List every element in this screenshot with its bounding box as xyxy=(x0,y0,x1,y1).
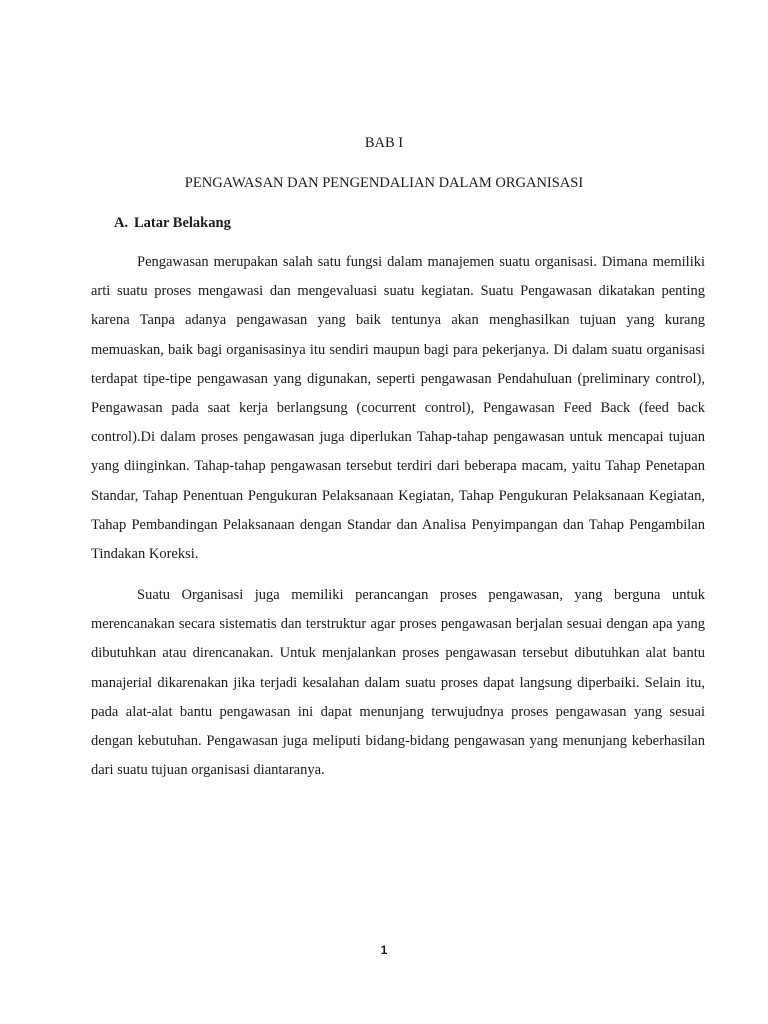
paragraph-1: Pengawasan merupakan salah satu fungsi dalam manajemen suatu organisasi. Dimana memiliki arti suatu proses mengawasi dan mengevaluasi suatu kegiatan. Suatu Pengawasan dikatakan penting karena Tanpa adanya pengawasan yang baik tentunya akan menghasilkan tujuan yang kurang memuaskan, baik bagi organisasinya itu sendiri maupun bagi para pekerjanya. Di dalam suatu organisasi terdapat tipe-tipe pengawasan yang digunakan, seperti pengawasan Pendahuluan (preliminary control), Pengawasan pada saat kerja berlangsung (cocurrent control), Pengawasan Feed Back (feed back control).Di dalam proses pengawasan juga diperlukan Tahap-tahap pengawasan untuk mencapai tujuan yang diinginkan. Tahap-tahap pengawasan tersebut terdiri dari beberapa macam, yaitu Tahap Penetapan Standar, Tahap Penentuan Pengukuran Pelaksanaan Kegiatan, Tahap Pengukuran Pelaksanaan Kegiatan, Tahap Pembandingan Pelaksanaan dengan Standar dan Analisa Penyimpangan dan Tahap Pengambilan Tindakan Koreksi. xyxy=(91,254,705,563)
paragraph-2: Suatu Organisasi juga memiliki perancangan proses pengawasan, yang berguna untuk merencanakan secara sistematis dan terstruktur agar proses pengawasan berjalan sesuai dengan apa yang dibutuhkan atau direncanakan. Untuk menjalankan proses pengawasan tersebut dibutuhkan alat bantu manajerial dikarenakan jika terjadi kesalahan dalam suatu proses dapat langsung diperbaiki. Selain itu, pada alat-alat bantu pengawasan ini dapat menunjang terwujudnya proses pengawasan yang sesuai dengan kebutuhan. Pengawasan juga meliputi bidang-bidang pengawasan yang menunjang keberhasilan dari suatu tujuan organisasi diantaranya. xyxy=(91,587,705,779)
section-heading xyxy=(114,214,231,232)
page-number: 1 xyxy=(380,943,388,957)
chapter-label: BAB I xyxy=(364,135,404,151)
section-number: A. xyxy=(114,215,129,231)
section-heading-text: Latar Belakang xyxy=(134,215,231,231)
page-title: PENGAWASAN DAN PENGENDALIAN DALAM ORGANISASI xyxy=(184,175,584,191)
